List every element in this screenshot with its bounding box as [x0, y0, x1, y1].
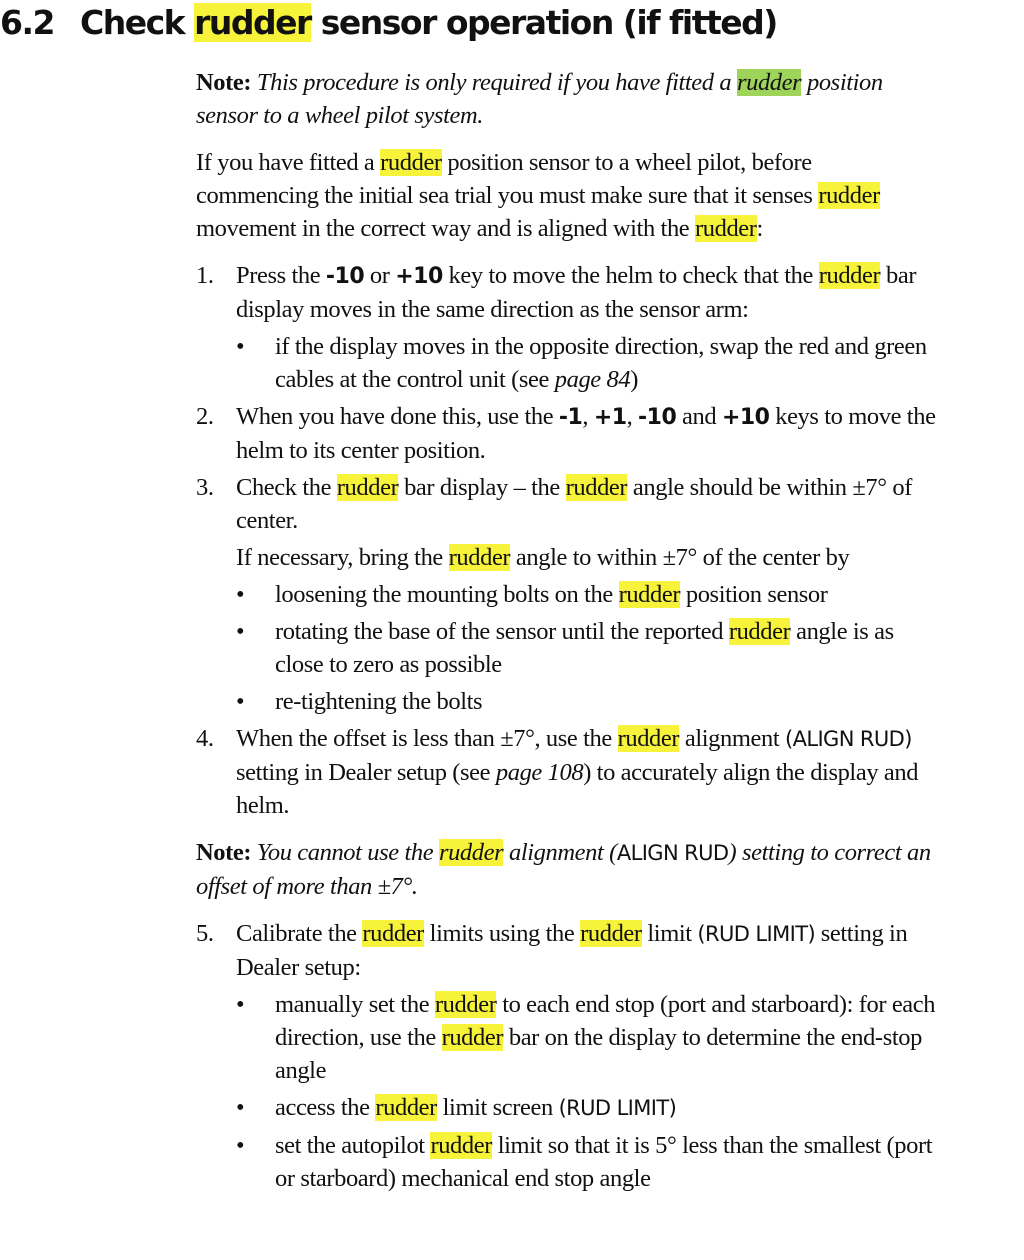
bullet-icon: • — [236, 581, 245, 608]
step-2: 2. When you have done this, use the -1, +1, -10 and +10 keys to move the helm to its center position. — [196, 400, 936, 467]
search-highlight: rudder — [618, 581, 681, 608]
key-label: -10 — [325, 264, 365, 289]
search-highlight: rudder — [362, 920, 424, 947]
intro-paragraph: If you have fitted a rudder position sensor to a wheel pilot, before commencing the initial sea trial you must make sure that it senses rudder movement in the correct way and is aligned with the rudder: — [196, 149, 880, 242]
search-highlight: rudder — [580, 920, 642, 947]
note-alignment-limit: Note: You cannot use the rudder alignment (ALIGN RUD) setting to correct an offset of more than ±7°. — [196, 839, 931, 900]
search-highlight: rudder — [434, 991, 497, 1018]
section-number: 6.2 — [0, 3, 54, 42]
bullet-icon: • — [236, 991, 245, 1018]
step-5: 5. Calibrate the rudder limits using the rudder limit (RUD LIMIT) setting in Dealer setup: — [196, 917, 936, 984]
search-highlight-current: rudder — [736, 69, 802, 96]
search-highlight: rudder — [818, 262, 881, 289]
step-number: 3. — [196, 474, 214, 501]
search-highlight: rudder — [438, 839, 504, 866]
step-3-paragraph: If necessary, bring the rudder angle to within ±7° of the center by — [236, 544, 850, 571]
note-procedure-required: Note: This procedure is only required if you have fitted a rudder position sensor to a wheel pilot system. — [196, 69, 883, 129]
step-number: 2. — [196, 403, 214, 430]
search-highlight: rudder — [565, 474, 628, 501]
bullet-icon: • — [236, 333, 245, 360]
key-label: -1 — [558, 405, 583, 430]
setting-name: ALIGN RUD — [616, 841, 729, 865]
bullet-icon: • — [236, 618, 245, 645]
setting-name: (RUD LIMIT) — [558, 1096, 677, 1120]
bullet-icon: • — [236, 688, 245, 715]
step-4: 4. When the offset is less than ±7°, use the rudder alignment (ALIGN RUD) setting in Dealer setup (see page 108) to accurately align the display and helm. — [196, 722, 936, 822]
step-number: 4. — [196, 725, 214, 752]
step-3-bullet-1: • loosening the mounting bolts on the rudder position sensor — [196, 578, 936, 611]
search-highlight: rudder — [375, 1094, 437, 1121]
search-highlight: rudder — [695, 215, 757, 242]
step-3: 3. Check the rudder bar display – the rudder angle should be within ±7° of center. — [196, 471, 936, 537]
step-3-bullet-2: • rotating the base of the sensor until the reported rudder angle is as close to zero as possible — [196, 615, 936, 681]
setting-name: (ALIGN RUD) — [785, 727, 912, 751]
page-reference-link[interactable]: page 108 — [495, 759, 584, 786]
search-highlight: rudder — [617, 725, 680, 752]
step-number: 1. — [196, 262, 214, 289]
step-1-bullet: • if the display moves in the opposite direction, swap the red and green cables at the control unit (see page 84) — [196, 330, 936, 396]
step-5-bullet-3: • set the autopilot rudder limit so that it is 5° less than the smallest (port or starboard) mechanical end stop angle — [196, 1129, 936, 1195]
step-1: 1. Press the -10 or +10 key to move the helm to check that the rudder bar display moves in the same direction as the sensor arm: — [196, 259, 936, 326]
search-highlight: rudder — [818, 182, 880, 209]
step-number: 5. — [196, 920, 214, 947]
step-5-bullet-2: • access the rudder limit screen (RUD LIMIT) — [196, 1091, 936, 1125]
search-highlight: rudder — [336, 474, 399, 501]
step-3-bullet-3: • re-tightening the bolts — [196, 685, 936, 718]
key-label: -10 — [638, 405, 677, 430]
page-reference-link[interactable]: page 84 — [554, 366, 631, 393]
step-5-bullet-1: • manually set the rudder to each end stop (port and starboard): for each direction, use the rudder bar on the display to determine the end-stop angle — [196, 988, 936, 1087]
key-label: +1 — [593, 405, 627, 430]
search-highlight: rudder — [194, 3, 311, 42]
bullet-icon: • — [236, 1132, 245, 1159]
section-heading: 6.2 Check rudder sensor operation (if fitted) — [0, 0, 777, 46]
search-highlight: rudder — [448, 544, 511, 571]
search-highlight: rudder — [430, 1132, 492, 1159]
setting-name: (RUD LIMIT) — [697, 922, 816, 946]
bullet-icon: • — [236, 1094, 245, 1121]
section-body — [196, 66, 936, 1195]
search-highlight: rudder — [441, 1024, 504, 1051]
search-highlight: rudder — [728, 618, 791, 645]
key-label: +10 — [395, 264, 443, 289]
key-label: +10 — [721, 405, 770, 430]
search-highlight: rudder — [380, 149, 442, 176]
